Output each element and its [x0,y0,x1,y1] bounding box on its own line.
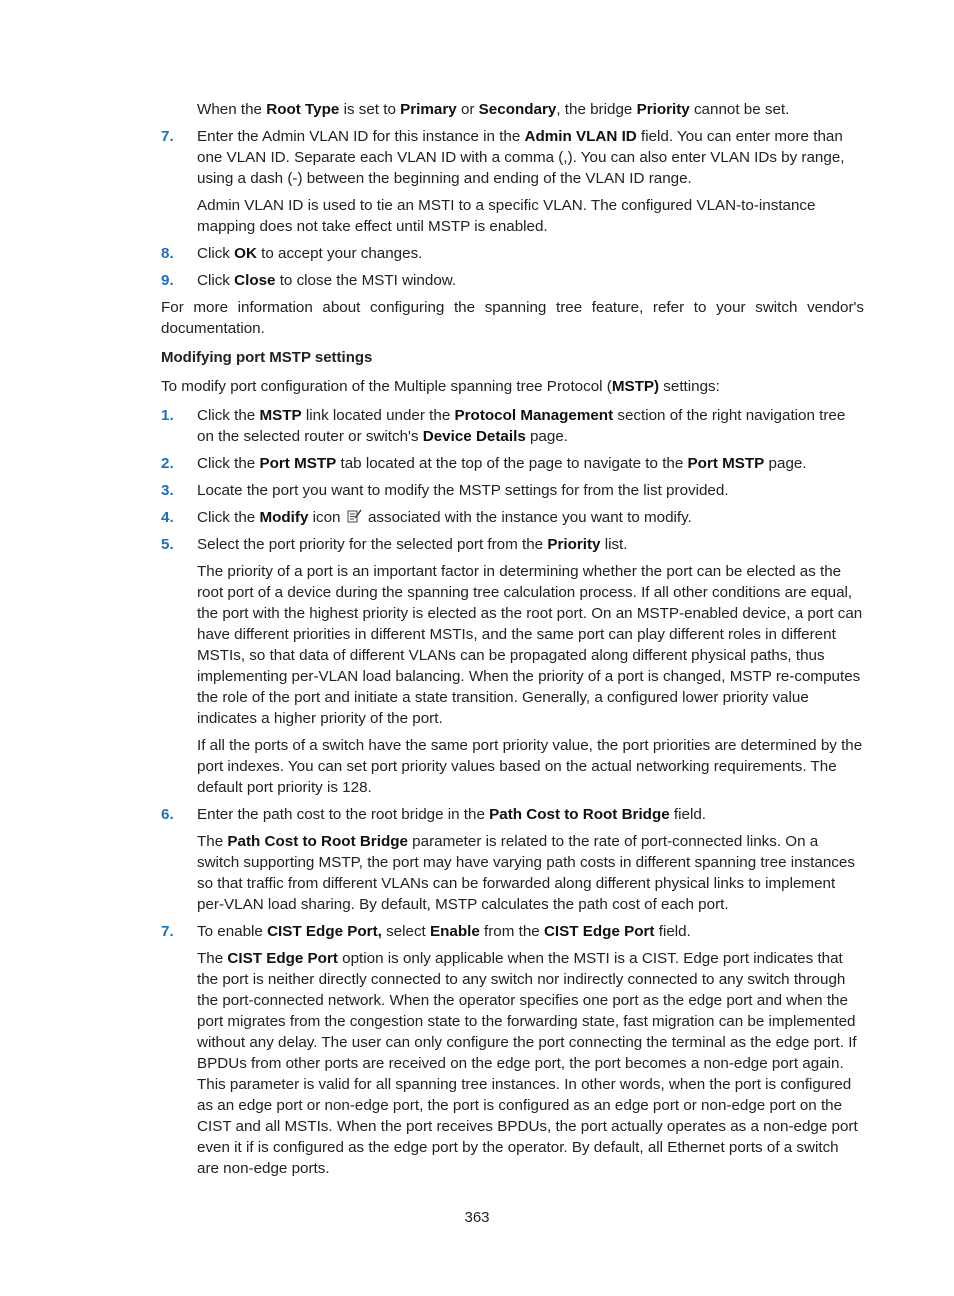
section-heading: Modifying port MSTP settings [161,349,373,366]
step-7-cist-edge-port: 7. To enable CIST Edge Port, select Enable from the CIST Edge Port field. [161,923,691,940]
step-number: 3. [161,482,174,499]
step-number: 8. [161,245,174,262]
step-5-select-priority: 5. Select the port priority for the selected port from the Priority list. [161,536,628,553]
step-3-locate-port: 3. Locate the port you want to modify the MSTP settings for from the list provided. [161,482,729,499]
step-8-click-ok: 8. Click OK to accept your changes. [161,245,423,262]
step-4-click-modify: 4. Click the Modify icon associated with the instance you want to modify. [161,509,692,526]
modify-icon [347,508,362,523]
cist-edge-port-explanation: The CIST Edge Port option is only applicable when the MSTI is a CIST. Edge port indicates that the port is neither directly connected to any switch nor indirectly connected to any switch through the port-connected network. When the operator specifies one port as the edge port and when the port migrates from the congestion state to the forwarding state, fast migration can be implemented without any delay. The user can only configure the port connecting the terminal as the edge port. If BPDUs from other ports are received on the edge port, the port becomes a non-edge port again. This parameter is valid for all spanning tree instances. In other words, when the port is configured as an edge port or non-edge port, the port is configured as an edge port or non-edge port on the CIST and all MSTIs. When the port receives BPDUs, the port actually operates as a non-edge port even it if is configured as the edge port by the operator. By default, all Ethernet ports of a switch are non-edge ports. [197,950,858,1177]
root-type-note: When the Root Type is set to Primary or Secondary, the bridge Priority cannot be set. [197,101,790,118]
port-priority-explanation: The priority of a port is an important factor in determining whether the port can be elected as the root port of a device during the spanning tree calculation process. If all other conditions are equal, the port with the highest priority is elected as the root port. On an MSTP-enabled device, a port can have different priorities in different MSTIs, and the same port can play different roles in different MSTIs, so that data of different VLANs can be propagated along different physical paths, thus implementing per-VLAN load balancing. When the priority of a port is changed, MSTP re-computes the role of the port and initiate a state transition. Generally, a configured lower priority value indicates a higher priority of the port. [197,563,863,727]
step-number: 7. [161,923,174,940]
step-7-admin-vlan: 7. Enter the Admin VLAN ID for this instance in the Admin VLAN ID field. You can enter more than one VLAN ID. Separate each VLAN ID with a comma (,). You can also enter VLAN IDs by range, using a dash (-) between the beginning and ending of the VLAN ID range. [161,128,845,187]
step-number: 1. [161,407,174,424]
step-number: 2. [161,455,174,472]
page-content [161,99,864,1185]
path-cost-explanation: The Path Cost to Root Bridge parameter is related to the rate of port-connected links. On a switch supporting MSTP, the port may have varying path costs in different spanning tree instances so that traffic from different VLANs can be forwarded along different physical links to implement per-VLAN load sharing. By default, MSTP calculates the path cost of each port. [197,833,855,913]
port-priority-default-note: If all the ports of a switch have the same port priority value, the port priorities are determined by the port indexes. You can set port priority values based on the actual networking requirements. The default port priority is 128. [197,737,863,796]
admin-vlan-note: Admin VLAN ID is used to tie an MSTI to a specific VLAN. The configured VLAN-to-instance mapping does not take effect until MSTP is enabled. [197,197,816,235]
intro-paragraph: To modify port configuration of the Multiple spanning tree Protocol (MSTP) settings: [161,378,720,395]
step-number: 9. [161,272,174,289]
step-number: 6. [161,806,174,823]
step-number: 7. [161,128,174,145]
page-number: 363 [464,1209,490,1226]
step-6-path-cost: 6. Enter the path cost to the root bridge in the Path Cost to Root Bridge field. [161,806,706,823]
step-number: 4. [161,509,174,526]
step-2-port-mstp-tab: 2. Click the Port MSTP tab located at the top of the page to navigate to the Port MSTP page. [161,455,807,472]
step-1-click-mstp: 1. Click the MSTP link located under the Protocol Management section of the right navigation tree on the selected router or switch's Device Details page. [161,407,846,445]
step-number: 5. [161,536,174,553]
more-info-paragraph: For more information about configuring the spanning tree feature, refer to your switch vendor's documentation. [161,299,864,337]
step-9-click-close: 9. Click Close to close the MSTI window. [161,272,457,289]
